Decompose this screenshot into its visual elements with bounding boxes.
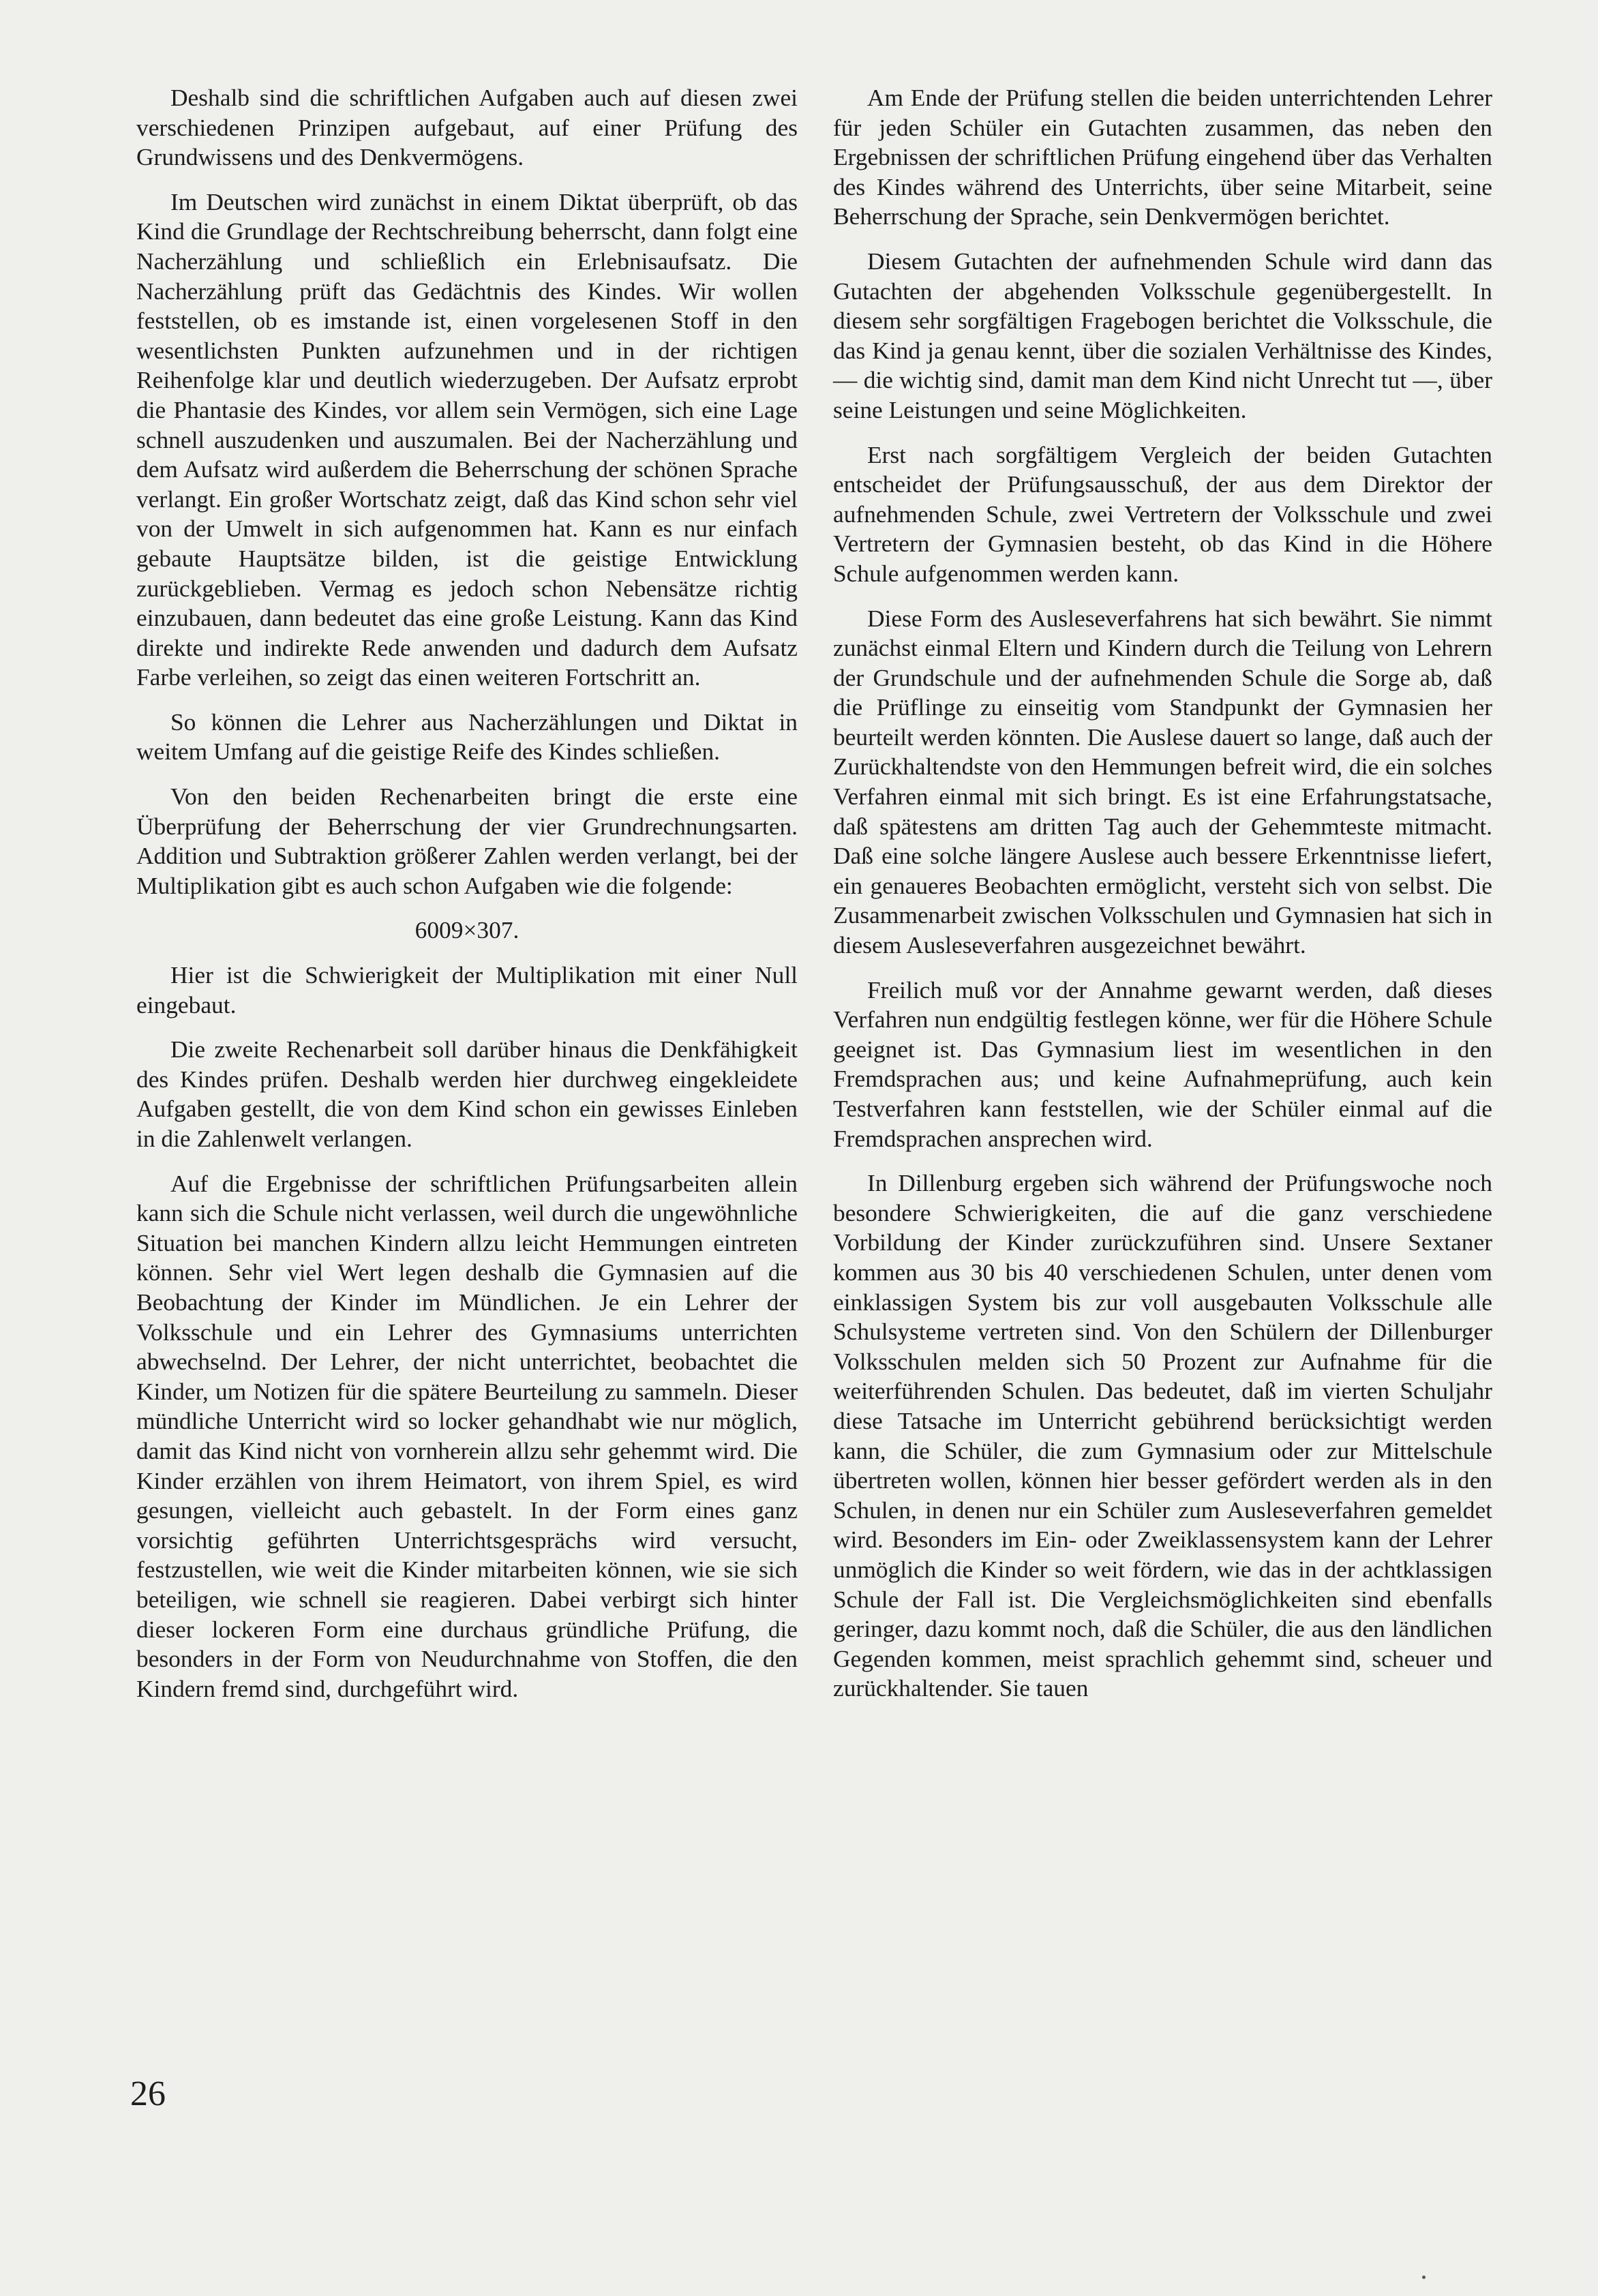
paragraph: So können die Lehrer aus Nacherzählungen und Diktat in weitem Umfang auf die geistige Reife des Kindes schließen. bbox=[136, 708, 798, 766]
paragraph: Deshalb sind die schriftlichen Aufgaben auch auf diesen zwei verschiedenen Prinzipen aufgebaut, auf einer Prüfung des Grundwissens und des Denkvermögens. bbox=[136, 84, 798, 171]
paragraph: Im Deutschen wird zunächst in einem Diktat überprüft, ob das Kind die Grundlage der Rechtschreibung beherrscht, dann folgt eine Nacherzählung und schließlich ein Erlebnisaufsatz. Die Nacherzählung prüft das Gedächtnis des Kindes. Wir wollen feststellen, ob es imstande ist, einen vorgelesenen Stoff in den wesentlichsten Punkten aufzunehmen und in der richtigen Reihenfolge klar und deutlich wiederzugeben. Der Aufsatz erprobt die Phantasie des Kindes, vor allem sein Vermögen, sich eine Lage schnell auszudenken und auszumalen. Bei der Nacherzählung und dem Aufsatz wird außerdem die Beherrschung der schönen Sprache verlangt. Ein großer Wortschatz zeigt, daß das Kind schon sehr viel von der Umwelt in sich aufgenommen hat. Kann es nur einfach gebaute Hauptsätze bilden, ist die geistige Entwicklung zurückgeblieben. Vermag es jedoch schon Nebensätze richtig einzubauen, dann bedeutet das eine große Leistung. Kann das Kind direkte und indirekte Rede anwenden und dadurch dem Aufsatz Farbe verleihen, so zeigt das einen weiteren Fortschritt an. bbox=[136, 187, 798, 691]
paragraph: Von den beiden Rechenarbeiten bringt die erste eine Überprüfung der Beherrschung der vier Grundrechnungsarten. Addition und Subtraktion größerer Zahlen werden verlangt, bei der Multiplikation gibt es auch schon Aufgaben wie die folgende: bbox=[136, 783, 798, 899]
paragraph: Auf die Ergebnisse der schriftlichen Prüfungsarbeiten allein kann sich die Schule nicht verlassen, weil durch die ungewöhnliche Situation bei manchen Kindern allzu leicht Hemmungen eintreten können. Sehr viel Wert legen deshalb die Gymnasien auf die Beobachtung der Kinder im Mündlichen. Je ein Lehrer der Volksschule und ein Lehrer des Gymnasiums unterrichten abwechselnd. Der Lehrer, der nicht unterrichtet, beobachtet die Kinder, um Notizen für die spätere Beurteilung zu sammeln. Dieser mündliche Unterricht wird so locker gehandhabt wie nur möglich, damit das Kind nicht von vornherein allzu sehr gehemmt wird. Die Kinder erzählen von ihrem Heimatort, von ihrem Spiel, es wird gesungen, vielleicht auch gebastelt. In der Form eines ganz vorsichtig geführten Unterrichtsgesprächs wird versucht, festzustellen, wie weit die Kinder mitarbeiten können, wie sie sich beteiligen, wie schnell sie reagieren. Dabei verbirgt sich hinter dieser lockeren Form eine durchaus gründliche Prüfung, die besonders in der Form von Neudurchnahme von Stoffen, die den Kindern fremd sind, durchgeführt wird. bbox=[136, 1169, 798, 1702]
left-column bbox=[136, 83, 798, 1719]
print-speck bbox=[1422, 2276, 1426, 2279]
paragraph: Hier ist die Schwierigkeit der Multiplikation mit einer Null eingebaut. bbox=[136, 961, 798, 1018]
paragraph: Am Ende der Prüfung stellen die beiden unterrichtenden Lehrer für jeden Schüler ein Gutachten zusammen, das neben den Ergebnissen der schriftlichen Prüfung eingehend über das Verhalten des Kindes während des Unterrichts, über seine Mitarbeit, seine Beherrschung der Sprache, sein Denkvermögen berichtet. bbox=[833, 84, 1492, 230]
paragraph: Diesem Gutachten der aufnehmenden Schule wird dann das Gutachten der abgehenden Volksschule gegenübergestellt. In diesem sehr sorgfältigen Fragebogen berichtet die Volksschule, die das Kind ja genau kennt, über die sozialen Verhältnisse des Kindes, — die wichtig sind, damit man dem Kind nicht Unrecht tut —, über seine Leistungen und seine Möglichkeiten. bbox=[833, 247, 1492, 423]
multiplication-formula: 6009×307. bbox=[414, 916, 519, 944]
page-number: 26 bbox=[130, 2074, 166, 2113]
right-column bbox=[833, 83, 1492, 1719]
paragraph: Erst nach sorgfältigem Vergleich der beiden Gutachten entscheidet der Prüfungsausschuß, der aus dem Direktor der aufnehmenden Schule, zwei Vertretern der Volksschule und zwei Vertretern der Gymnasien besteht, ob das Kind in die Höhere Schule aufgenommen werden kann. bbox=[833, 440, 1492, 587]
paragraph: Die zweite Rechenarbeit soll darüber hinaus die Denkfähigkeit des Kindes prüfen. Deshalb werden hier durchweg eingekleidete Aufgaben gestellt, die von dem Kind schon ein gewisses Einleben in die Zahlenwelt verlangen. bbox=[136, 1036, 798, 1152]
paragraph: In Dillenburg ergeben sich während der Prüfungswoche noch besondere Schwierigkeiten, die auf die ganz verschiedene Vorbildung der Kinder zurückzuführen sind. Unsere Sextaner kommen aus 30 bis 40 verschiedenen Schulen, unter denen vom einklassigen System bis zur voll ausgebauten Volksschule alle Schulsysteme vertreten sind. Von den Schülern der Dillenburger Volksschulen melden sich 50 Prozent zur Aufnahme für die weiterführenden Schulen. Das bedeutet, daß im vierten Schuljahr diese Tatsache im Unterricht gebührend berücksichtigt werden kann, die Schüler, die zum Gymnasium oder zur Mittelschule übertreten wollen, können hier besser gefördert werden als in den Schulen, in denen nur ein Schüler zum Ausleseverfahren gemeldet wird. Besonders im Ein- oder Zweiklassensystem kann der Lehrer unmöglich die Kinder so weit fördern, wie das in der achtklassigen Schule der Fall ist. Die Vergleichsmöglichkeiten sind ebenfalls geringer, dazu kommt noch, daß die Schüler, die aus den ländlichen Gegenden kommen, meist sprachlich gehemmt sind, scheuer und zurückhaltender. Sie tauen bbox=[833, 1169, 1492, 1702]
paragraph: Diese Form des Ausleseverfahrens hat sich bewährt. Sie nimmt zunächst einmal Eltern und Kindern durch die Teilung von Lehrern der Grundschule und der aufnehmenden Schule die Sorge ab, daß die Prüflinge zu einseitig vom Standpunkt der Gymnasien her beurteilt werden könnten. Die Auslese dauert so lange, daß auch der Zurückhaltendste von den Hemmungen befreit wird, die ein solches Verfahren einmal mit sich bringt. Es ist eine Erfahrungstatsache, daß spätestens am dritten Tag auch der Gehemmteste mitmacht. Daß eine solche längere Auslese auch bessere Erkenntnisse liefert, ein genaueres Beobachten ermöglicht, versteht sich von selbst. Die Zusammenarbeit zwischen Volksschulen und Gymnasien hat sich in diesem Ausleseverfahren ausgezeichnet bewährt. bbox=[833, 604, 1492, 959]
paragraph: Freilich muß vor der Annahme gewarnt werden, daß dieses Verfahren nun endgültig festlegen könne, wer für die Höhere Schule geeignet ist. Das Gymnasium liest im wesentlichen in den Fremdsprachen aus; und keine Aufnahmeprüfung, auch kein Testverfahren kann feststellen, wie der Schüler einmal auf die Fremdsprachen ansprechen wird. bbox=[833, 976, 1493, 1152]
